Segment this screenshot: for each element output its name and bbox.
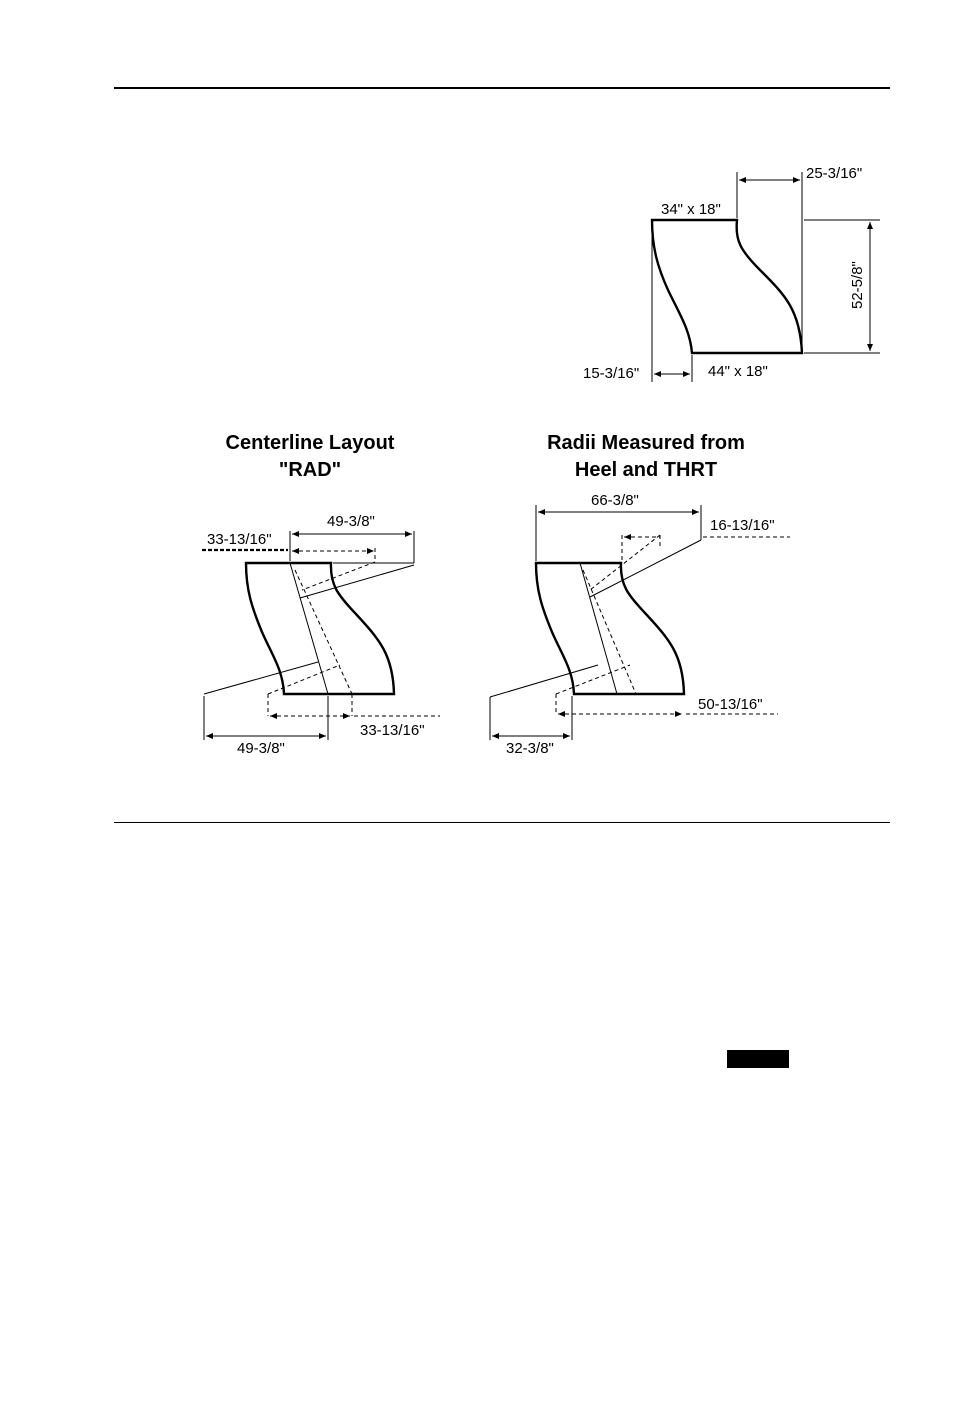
top-offset-label: 25-3/16" xyxy=(806,165,863,182)
centerline-bottom-span-label: 49-3/8" xyxy=(237,740,285,757)
bottom-offset-label: 15-3/16" xyxy=(583,365,640,382)
radii-top-span-label: 66-3/8" xyxy=(591,492,639,509)
top-fitting-diagram xyxy=(583,165,880,382)
centerline-top-radius-label: 33-13/16" xyxy=(207,531,272,548)
radii-fitting-outline xyxy=(536,563,684,694)
centerline-title-line1: Centerline Layout xyxy=(225,432,395,454)
centerline-bottom-radius-label: 33-13/16" xyxy=(360,722,425,739)
radii-bottom-span-label: 32-3/8" xyxy=(506,740,554,757)
bottom-size-label: 44" x 18" xyxy=(708,363,768,380)
radii-top-radius-label: 16-13/16" xyxy=(710,517,775,534)
radii-title-line2: Heel and THRT xyxy=(574,459,718,481)
centerline-top-span-label: 49-3/8" xyxy=(327,513,375,530)
radii-bottom-radius-label: 50-13/16" xyxy=(698,696,763,713)
height-label: 52-5/8" xyxy=(849,261,866,309)
top-fitting-outline xyxy=(652,220,802,353)
centerline-layout-diagram xyxy=(202,432,440,757)
radii-title-line1: Radii Measured from xyxy=(547,432,745,454)
top-size-label: 34" x 18" xyxy=(661,201,721,218)
centerline-title-line2: "RAD" xyxy=(278,459,342,481)
radii-heel-throat-diagram xyxy=(490,432,790,757)
